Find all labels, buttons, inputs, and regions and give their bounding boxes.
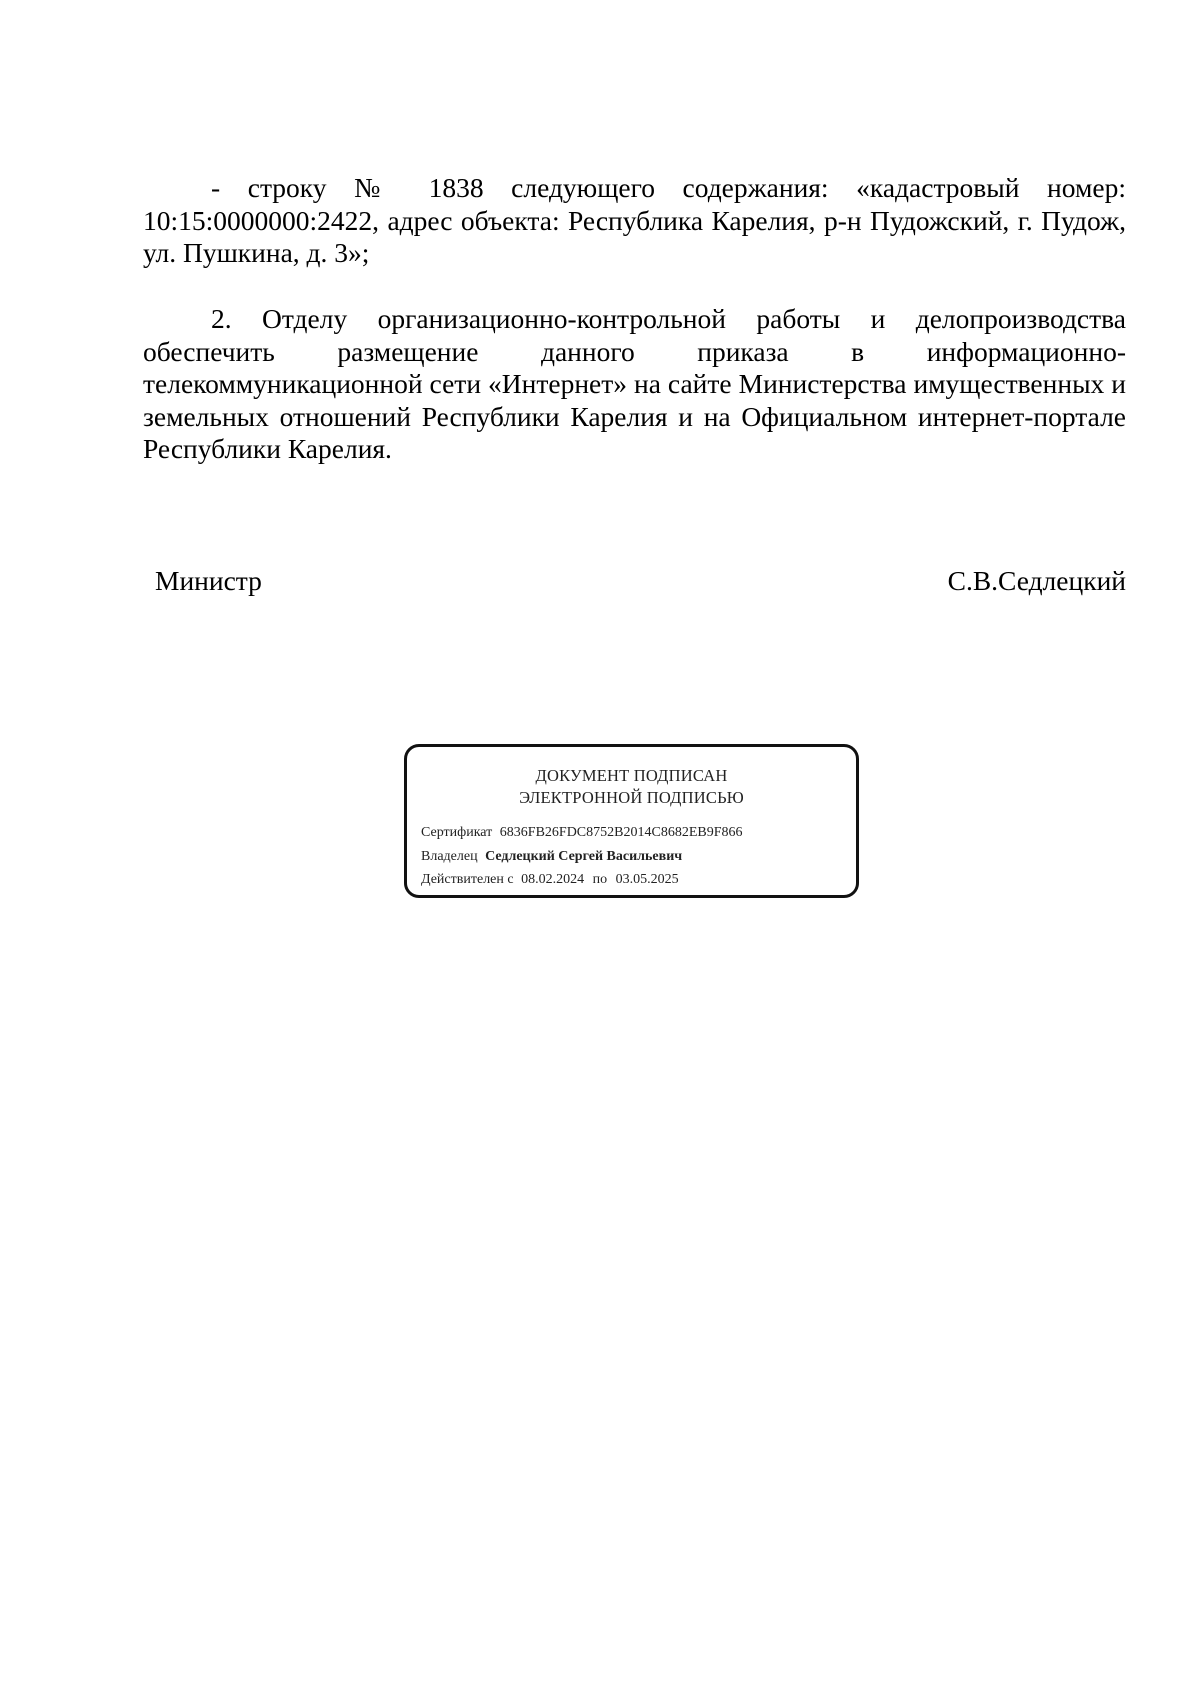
stamp-certificate-value: 6836FB26FDC8752B2014C8682EB9F866 xyxy=(499,825,743,840)
stamp-owner-label: Владелец xyxy=(421,849,478,864)
signatory-name: С.В.Седлецкий xyxy=(947,565,1126,596)
signatory-title: Министр xyxy=(155,565,262,596)
electronic-signature-stamp xyxy=(404,744,859,898)
stamp-owner-value: Седлецкий Сергей Васильевич xyxy=(485,849,683,864)
stamp-certificate-label: Сертификат xyxy=(421,825,493,840)
paragraph-publication-order: 2. Отделу организационно-контрольной работы и делопроизводства обеспечить размещение данного приказа в информационно-телекоммуникационной сети «Интернет» на сайте Министерства имущественных и земельных отношений Республики Карелия и на Официальном интернет-портале Республики Карелия. xyxy=(143,303,1126,464)
stamp-valid-label: Действителен с xyxy=(421,872,514,887)
stamp-valid-to-label: по xyxy=(592,872,608,887)
stamp-valid-to: 03.05.2025 xyxy=(615,872,679,887)
paragraph-line-1838: - строку № 1838 следующего содержания: «кадастровый номер: 10:15:0000000:2422, адрес объекта: Республика Карелия, р-н Пудожский, г. Пудож, ул. Пушкина, д. 3»; xyxy=(143,172,1126,268)
stamp-certificate-row xyxy=(421,824,743,842)
stamp-valid-from: 08.02.2024 xyxy=(521,872,585,887)
stamp-heading-line-2: ЭЛЕКТРОННОЙ ПОДПИСЬЮ xyxy=(519,788,744,807)
stamp-owner-row xyxy=(421,848,682,866)
stamp-validity-row xyxy=(421,871,679,889)
stamp-heading xyxy=(407,765,856,809)
stamp-heading-line-1: ДОКУМЕНТ ПОДПИСАН xyxy=(535,766,728,785)
